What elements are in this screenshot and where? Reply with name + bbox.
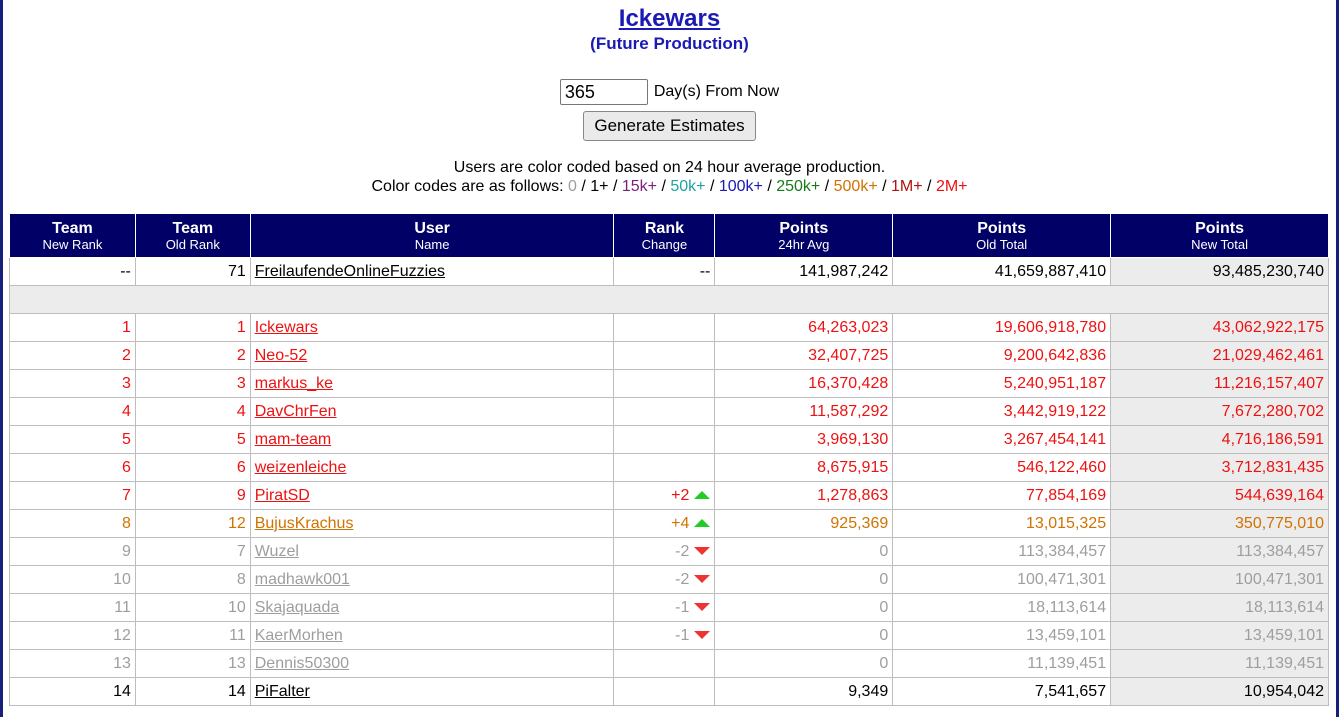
header-points-avg: Points 24hr Avg — [715, 214, 893, 258]
team-old-rank: 71 — [135, 258, 250, 286]
row-old-rank: 6 — [135, 454, 250, 482]
row-old-rank: 3 — [135, 370, 250, 398]
row-points-old-total: 13,015,325 — [893, 510, 1111, 538]
row-name-cell — [250, 482, 614, 510]
team-name-link[interactable]: FreilaufendeOnlineFuzzies — [254, 262, 446, 280]
row-points-new-total: 11,139,451 — [1111, 650, 1329, 678]
user-name-link[interactable]: DavChrFen — [254, 402, 337, 420]
table-row — [10, 454, 1329, 482]
user-name-link[interactable]: BujusKrachus — [254, 514, 354, 532]
row-points-old-total: 11,139,451 — [893, 650, 1111, 678]
page-header — [0, 0, 1339, 196]
user-name-link[interactable]: madhawk001 — [254, 570, 350, 588]
row-points-avg: 3,969,130 — [715, 426, 893, 454]
team-rank-change: -- — [614, 258, 715, 286]
page-title-link[interactable]: Ickewars — [618, 5, 721, 32]
row-rank-change — [614, 454, 715, 482]
row-points-avg: 1,278,863 — [715, 482, 893, 510]
table-row — [10, 538, 1329, 566]
row-points-old-total: 113,384,457 — [893, 538, 1111, 566]
row-rank-change — [614, 342, 715, 370]
row-points-new-total: 10,954,042 — [1111, 678, 1329, 706]
row-name-cell — [250, 426, 614, 454]
row-points-new-total: 4,716,186,591 — [1111, 426, 1329, 454]
row-points-new-total: 18,113,614 — [1111, 594, 1329, 622]
team-new-rank: -- — [10, 258, 136, 286]
color-codes-prefix: Color codes are as follows: — [371, 178, 564, 195]
info-line2: Color codes are as follows: 0 / 1+ / 15k+ / 50k+ / 100k+ / 250k+ / 500k+ / 1M+ / 2M+ — [371, 178, 968, 195]
row-rank-change — [614, 426, 715, 454]
table-row — [10, 426, 1329, 454]
row-rank-change — [614, 538, 715, 566]
table-row — [10, 342, 1329, 370]
team-summary-row — [10, 258, 1329, 286]
row-new-rank: 9 — [10, 538, 136, 566]
rank-change-value: -1 — [675, 598, 690, 616]
row-points-old-total: 546,122,460 — [893, 454, 1111, 482]
row-new-rank: 3 — [10, 370, 136, 398]
row-new-rank: 6 — [10, 454, 136, 482]
row-points-old-total: 19,606,918,780 — [893, 314, 1111, 342]
row-old-rank: 5 — [135, 426, 250, 454]
team-points-new-total: 93,485,230,740 — [1111, 258, 1329, 286]
row-new-rank: 1 — [10, 314, 136, 342]
rank-down-arrow-icon — [694, 547, 710, 555]
row-points-new-total: 3,712,831,435 — [1111, 454, 1329, 482]
row-name-cell — [250, 566, 614, 594]
row-points-avg: 11,587,292 — [715, 398, 893, 426]
row-old-rank: 11 — [135, 622, 250, 650]
rank-change-value: -2 — [675, 570, 690, 588]
row-rank-change — [614, 622, 715, 650]
color-code-50k: 50k+ — [670, 178, 706, 195]
header-points-new-total: Points New Total — [1111, 214, 1329, 258]
rank-change-value: -1 — [675, 626, 690, 644]
row-points-old-total: 7,541,657 — [893, 678, 1111, 706]
row-old-rank: 10 — [135, 594, 250, 622]
table-header-row — [10, 214, 1329, 258]
color-code-15k: 15k+ — [621, 178, 658, 195]
row-points-old-total: 77,854,169 — [893, 482, 1111, 510]
row-points-new-total: 350,775,010 — [1111, 510, 1329, 538]
row-points-avg: 0 — [715, 566, 893, 594]
row-points-avg: 16,370,428 — [715, 370, 893, 398]
generate-estimates-button[interactable]: Generate Estimates — [583, 111, 755, 141]
header-user-name: User Name — [250, 214, 614, 258]
user-name-link[interactable]: Skajaquada — [254, 598, 340, 616]
row-old-rank: 12 — [135, 510, 250, 538]
separator-cell — [10, 286, 1329, 314]
row-name-cell — [250, 622, 614, 650]
row-points-old-total: 3,267,454,141 — [893, 426, 1111, 454]
row-points-new-total: 113,384,457 — [1111, 538, 1329, 566]
row-new-rank: 12 — [10, 622, 136, 650]
user-name-link[interactable]: Wuzel — [254, 542, 299, 560]
table-row — [10, 482, 1329, 510]
color-code-100k: 100k+ — [718, 178, 763, 195]
color-code-0: 0 — [568, 178, 577, 195]
color-code-250k: 250k+ — [776, 178, 821, 195]
row-old-rank: 2 — [135, 342, 250, 370]
color-code-1: 1+ — [590, 178, 609, 195]
table-row — [10, 314, 1329, 342]
color-info — [0, 158, 1339, 196]
rank-up-arrow-icon — [694, 519, 710, 527]
row-points-old-total: 9,200,642,836 — [893, 342, 1111, 370]
row-old-rank: 13 — [135, 650, 250, 678]
row-old-rank: 8 — [135, 566, 250, 594]
row-new-rank: 4 — [10, 398, 136, 426]
user-name-link[interactable]: PiFalter — [254, 682, 310, 700]
row-new-rank: 11 — [10, 594, 136, 622]
row-name-cell — [250, 370, 614, 398]
row-rank-change — [614, 370, 715, 398]
color-code-2m: 2M+ — [935, 178, 968, 195]
user-name-link[interactable]: markus_ke — [254, 374, 333, 392]
row-points-avg: 8,675,915 — [715, 454, 893, 482]
table-row — [10, 398, 1329, 426]
row-points-avg: 9,349 — [715, 678, 893, 706]
production-table — [9, 213, 1329, 706]
user-name-link[interactable]: KaerMorhen — [254, 626, 343, 644]
row-name-cell — [250, 398, 614, 426]
row-rank-change — [614, 314, 715, 342]
table-row — [10, 650, 1329, 678]
user-name-link[interactable]: Neo-52 — [254, 346, 308, 364]
table-row — [10, 594, 1329, 622]
row-name-cell — [250, 314, 614, 342]
user-name-link[interactable]: Dennis50300 — [254, 654, 350, 672]
table-row — [10, 678, 1329, 706]
row-name-cell — [250, 594, 614, 622]
user-name-link[interactable]: Ickewars — [254, 318, 318, 336]
rank-change-value: +2 — [671, 486, 690, 504]
row-rank-change — [614, 510, 715, 538]
row-new-rank: 5 — [10, 426, 136, 454]
row-points-avg: 925,369 — [715, 510, 893, 538]
row-name-cell — [250, 678, 614, 706]
row-name-cell — [250, 538, 614, 566]
table-row — [10, 370, 1329, 398]
row-points-old-total: 5,240,951,187 — [893, 370, 1111, 398]
table-row — [10, 566, 1329, 594]
team-points-old-total: 41,659,887,410 — [893, 258, 1111, 286]
row-points-new-total: 43,062,922,175 — [1111, 314, 1329, 342]
table-row — [10, 510, 1329, 538]
row-points-new-total: 7,672,280,702 — [1111, 398, 1329, 426]
row-points-new-total: 100,471,301 — [1111, 566, 1329, 594]
row-name-cell — [250, 454, 614, 482]
row-points-new-total: 11,216,157,407 — [1111, 370, 1329, 398]
row-rank-change — [614, 678, 715, 706]
days-label: Day(s) From Now — [653, 83, 780, 100]
rank-down-arrow-icon — [694, 575, 710, 583]
user-name-link[interactable]: mam-team — [254, 430, 332, 448]
row-points-new-total: 544,639,164 — [1111, 482, 1329, 510]
row-rank-change — [614, 594, 715, 622]
team-points-avg: 141,987,242 — [715, 258, 893, 286]
left-frame-border — [0, 0, 3, 717]
row-name-cell — [250, 510, 614, 538]
row-points-old-total: 3,442,919,122 — [893, 398, 1111, 426]
row-points-avg: 64,263,023 — [715, 314, 893, 342]
user-name-link[interactable]: PiratSD — [254, 486, 310, 504]
color-code-500k: 500k+ — [833, 178, 878, 195]
row-new-rank: 14 — [10, 678, 136, 706]
row-points-avg: 32,407,725 — [715, 342, 893, 370]
row-points-avg: 0 — [715, 538, 893, 566]
row-rank-change — [614, 650, 715, 678]
row-new-rank: 8 — [10, 510, 136, 538]
row-old-rank: 14 — [135, 678, 250, 706]
row-rank-change — [614, 566, 715, 594]
row-new-rank: 10 — [10, 566, 136, 594]
color-code-1m: 1M+ — [891, 178, 923, 195]
row-old-rank: 4 — [135, 398, 250, 426]
rank-down-arrow-icon — [694, 631, 710, 639]
row-points-old-total: 18,113,614 — [893, 594, 1111, 622]
rank-up-arrow-icon — [694, 491, 710, 499]
row-points-old-total: 13,459,101 — [893, 622, 1111, 650]
row-old-rank: 7 — [135, 538, 250, 566]
row-old-rank: 1 — [135, 314, 250, 342]
rank-change-value: +4 — [671, 514, 690, 532]
row-points-new-total: 21,029,462,461 — [1111, 342, 1329, 370]
row-points-new-total: 13,459,101 — [1111, 622, 1329, 650]
row-rank-change — [614, 482, 715, 510]
row-points-avg: 0 — [715, 594, 893, 622]
info-line1: Users are color coded based on 24 hour average production. — [453, 159, 886, 176]
row-new-rank: 13 — [10, 650, 136, 678]
row-new-rank: 7 — [10, 482, 136, 510]
row-name-cell — [250, 650, 614, 678]
header-team-new-rank: Team New Rank — [10, 214, 136, 258]
days-input[interactable] — [560, 79, 648, 105]
rank-change-value: -2 — [675, 542, 690, 560]
separator-row — [10, 286, 1329, 314]
table-row — [10, 622, 1329, 650]
row-points-avg: 0 — [715, 622, 893, 650]
header-rank-change: Rank Change — [614, 214, 715, 258]
row-points-avg: 0 — [715, 650, 893, 678]
row-points-old-total: 100,471,301 — [893, 566, 1111, 594]
header-team-old-rank: Team Old Rank — [135, 214, 250, 258]
row-old-rank: 9 — [135, 482, 250, 510]
page-subtitle: (Future Production) — [590, 34, 749, 53]
days-form — [0, 77, 1339, 107]
team-name-cell — [250, 258, 614, 286]
row-rank-change — [614, 398, 715, 426]
header-points-old-total: Points Old Total — [893, 214, 1111, 258]
row-new-rank: 2 — [10, 342, 136, 370]
user-name-link[interactable]: weizenleiche — [254, 458, 347, 476]
rank-down-arrow-icon — [694, 603, 710, 611]
row-name-cell — [250, 342, 614, 370]
